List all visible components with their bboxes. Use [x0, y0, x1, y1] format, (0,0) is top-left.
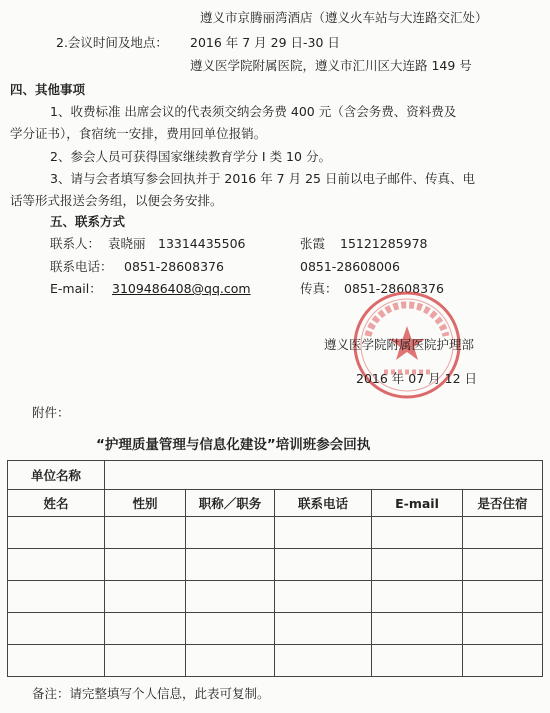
form-title: “护理质量管理与信息化建设”培训班参会回执 [96, 437, 371, 453]
col-name: 姓名 [8, 490, 105, 517]
cell[interactable] [8, 581, 105, 613]
cell[interactable] [275, 581, 372, 613]
credit-line: 2、参会人员可获得国家继续教育学分 I 类 10 分。 [50, 149, 331, 164]
unit-name-field[interactable] [105, 461, 543, 490]
cell[interactable] [372, 613, 463, 645]
cell[interactable] [275, 645, 372, 677]
meeting-place: 遵义医学院附属医院，遵义市汇川区大连路 149 号 [190, 58, 472, 73]
cell[interactable] [463, 517, 543, 549]
cell[interactable] [372, 581, 463, 613]
cell[interactable] [8, 549, 105, 581]
registration-form-table [7, 460, 543, 677]
cell[interactable] [275, 517, 372, 549]
receipt-line-2: 话等形式报送会务组，以便会务安排。 [10, 193, 223, 208]
cell[interactable] [105, 517, 186, 549]
col-phone: 联系电话 [275, 490, 372, 517]
venue-line: 遵义市京腾丽湾酒店（遵义火车站与大连路交汇处） [200, 10, 488, 25]
cell[interactable] [275, 613, 372, 645]
cell[interactable] [275, 549, 372, 581]
table-row [8, 645, 543, 677]
cell[interactable] [186, 613, 275, 645]
cell[interactable] [372, 549, 463, 581]
cell[interactable] [8, 517, 105, 549]
cell[interactable] [186, 549, 275, 581]
fee-line-2: 学分证书），食宿统一安排，费用回单位报销。 [10, 126, 267, 141]
email-link[interactable]: 3109486408@qq.com [112, 281, 251, 296]
cell[interactable] [372, 645, 463, 677]
fax-number: 0851-28608376 [344, 281, 444, 296]
cell[interactable] [8, 645, 105, 677]
fax-label: 传真： [300, 281, 338, 296]
contact-label: 联系人： [50, 236, 101, 251]
section4-title: 四、其他事项 [10, 82, 86, 97]
footer-note: 备注：请完整填写个人信息，此表可复制。 [32, 686, 270, 701]
contact1-name: 袁晓丽 [108, 236, 146, 251]
col-email: E-mail [372, 490, 463, 517]
receipt-line-1: 3、请与会者填写参会回执并于 2016 年 7 月 25 日前以电子邮件、传真、电 [50, 171, 475, 186]
meeting-date: 2016 年 7 月 29 日-30 日 [190, 35, 340, 50]
fee-line-1: 1、收费标准 出席会议的代表须交纳会务费 400 元（含会务费、资料费及 [50, 104, 457, 119]
contact2-name: 张霞 [300, 236, 326, 251]
phone1: 0851-28608376 [124, 259, 224, 274]
cell[interactable] [463, 613, 543, 645]
unit-name-label: 单位名称 [8, 461, 105, 490]
cell[interactable] [463, 645, 543, 677]
cell[interactable] [105, 581, 186, 613]
section5-title: 五、联系方式 [50, 214, 126, 229]
col-gender: 性别 [105, 490, 186, 517]
cell[interactable] [105, 549, 186, 581]
cell[interactable] [105, 645, 186, 677]
table-row [8, 613, 543, 645]
contact1-mobile: 13314435506 [158, 236, 246, 251]
cell[interactable] [105, 613, 186, 645]
table-row [8, 581, 543, 613]
col-lodging: 是否住宿 [463, 490, 543, 517]
email-label: E-mail： [50, 281, 102, 296]
table-row [8, 549, 543, 581]
contact2-mobile: 15121285978 [340, 236, 428, 251]
phone-label: 联系电话： [50, 259, 113, 274]
col-title: 职称／职务 [186, 490, 275, 517]
cell[interactable] [372, 517, 463, 549]
attachment-label: 附件： [32, 405, 70, 420]
meeting-time-label: 2.会议时间及地点： [56, 35, 168, 50]
cell[interactable] [186, 645, 275, 677]
signature-date: 2016 年 07 月 12 日 [356, 371, 477, 386]
cell[interactable] [463, 549, 543, 581]
signature-org: 遵义医学院附属医院护理部 [324, 337, 475, 352]
cell[interactable] [186, 581, 275, 613]
cell[interactable] [463, 581, 543, 613]
table-row [8, 517, 543, 549]
phone2: 0851-28608006 [300, 259, 400, 274]
cell[interactable] [8, 613, 105, 645]
cell[interactable] [186, 517, 275, 549]
